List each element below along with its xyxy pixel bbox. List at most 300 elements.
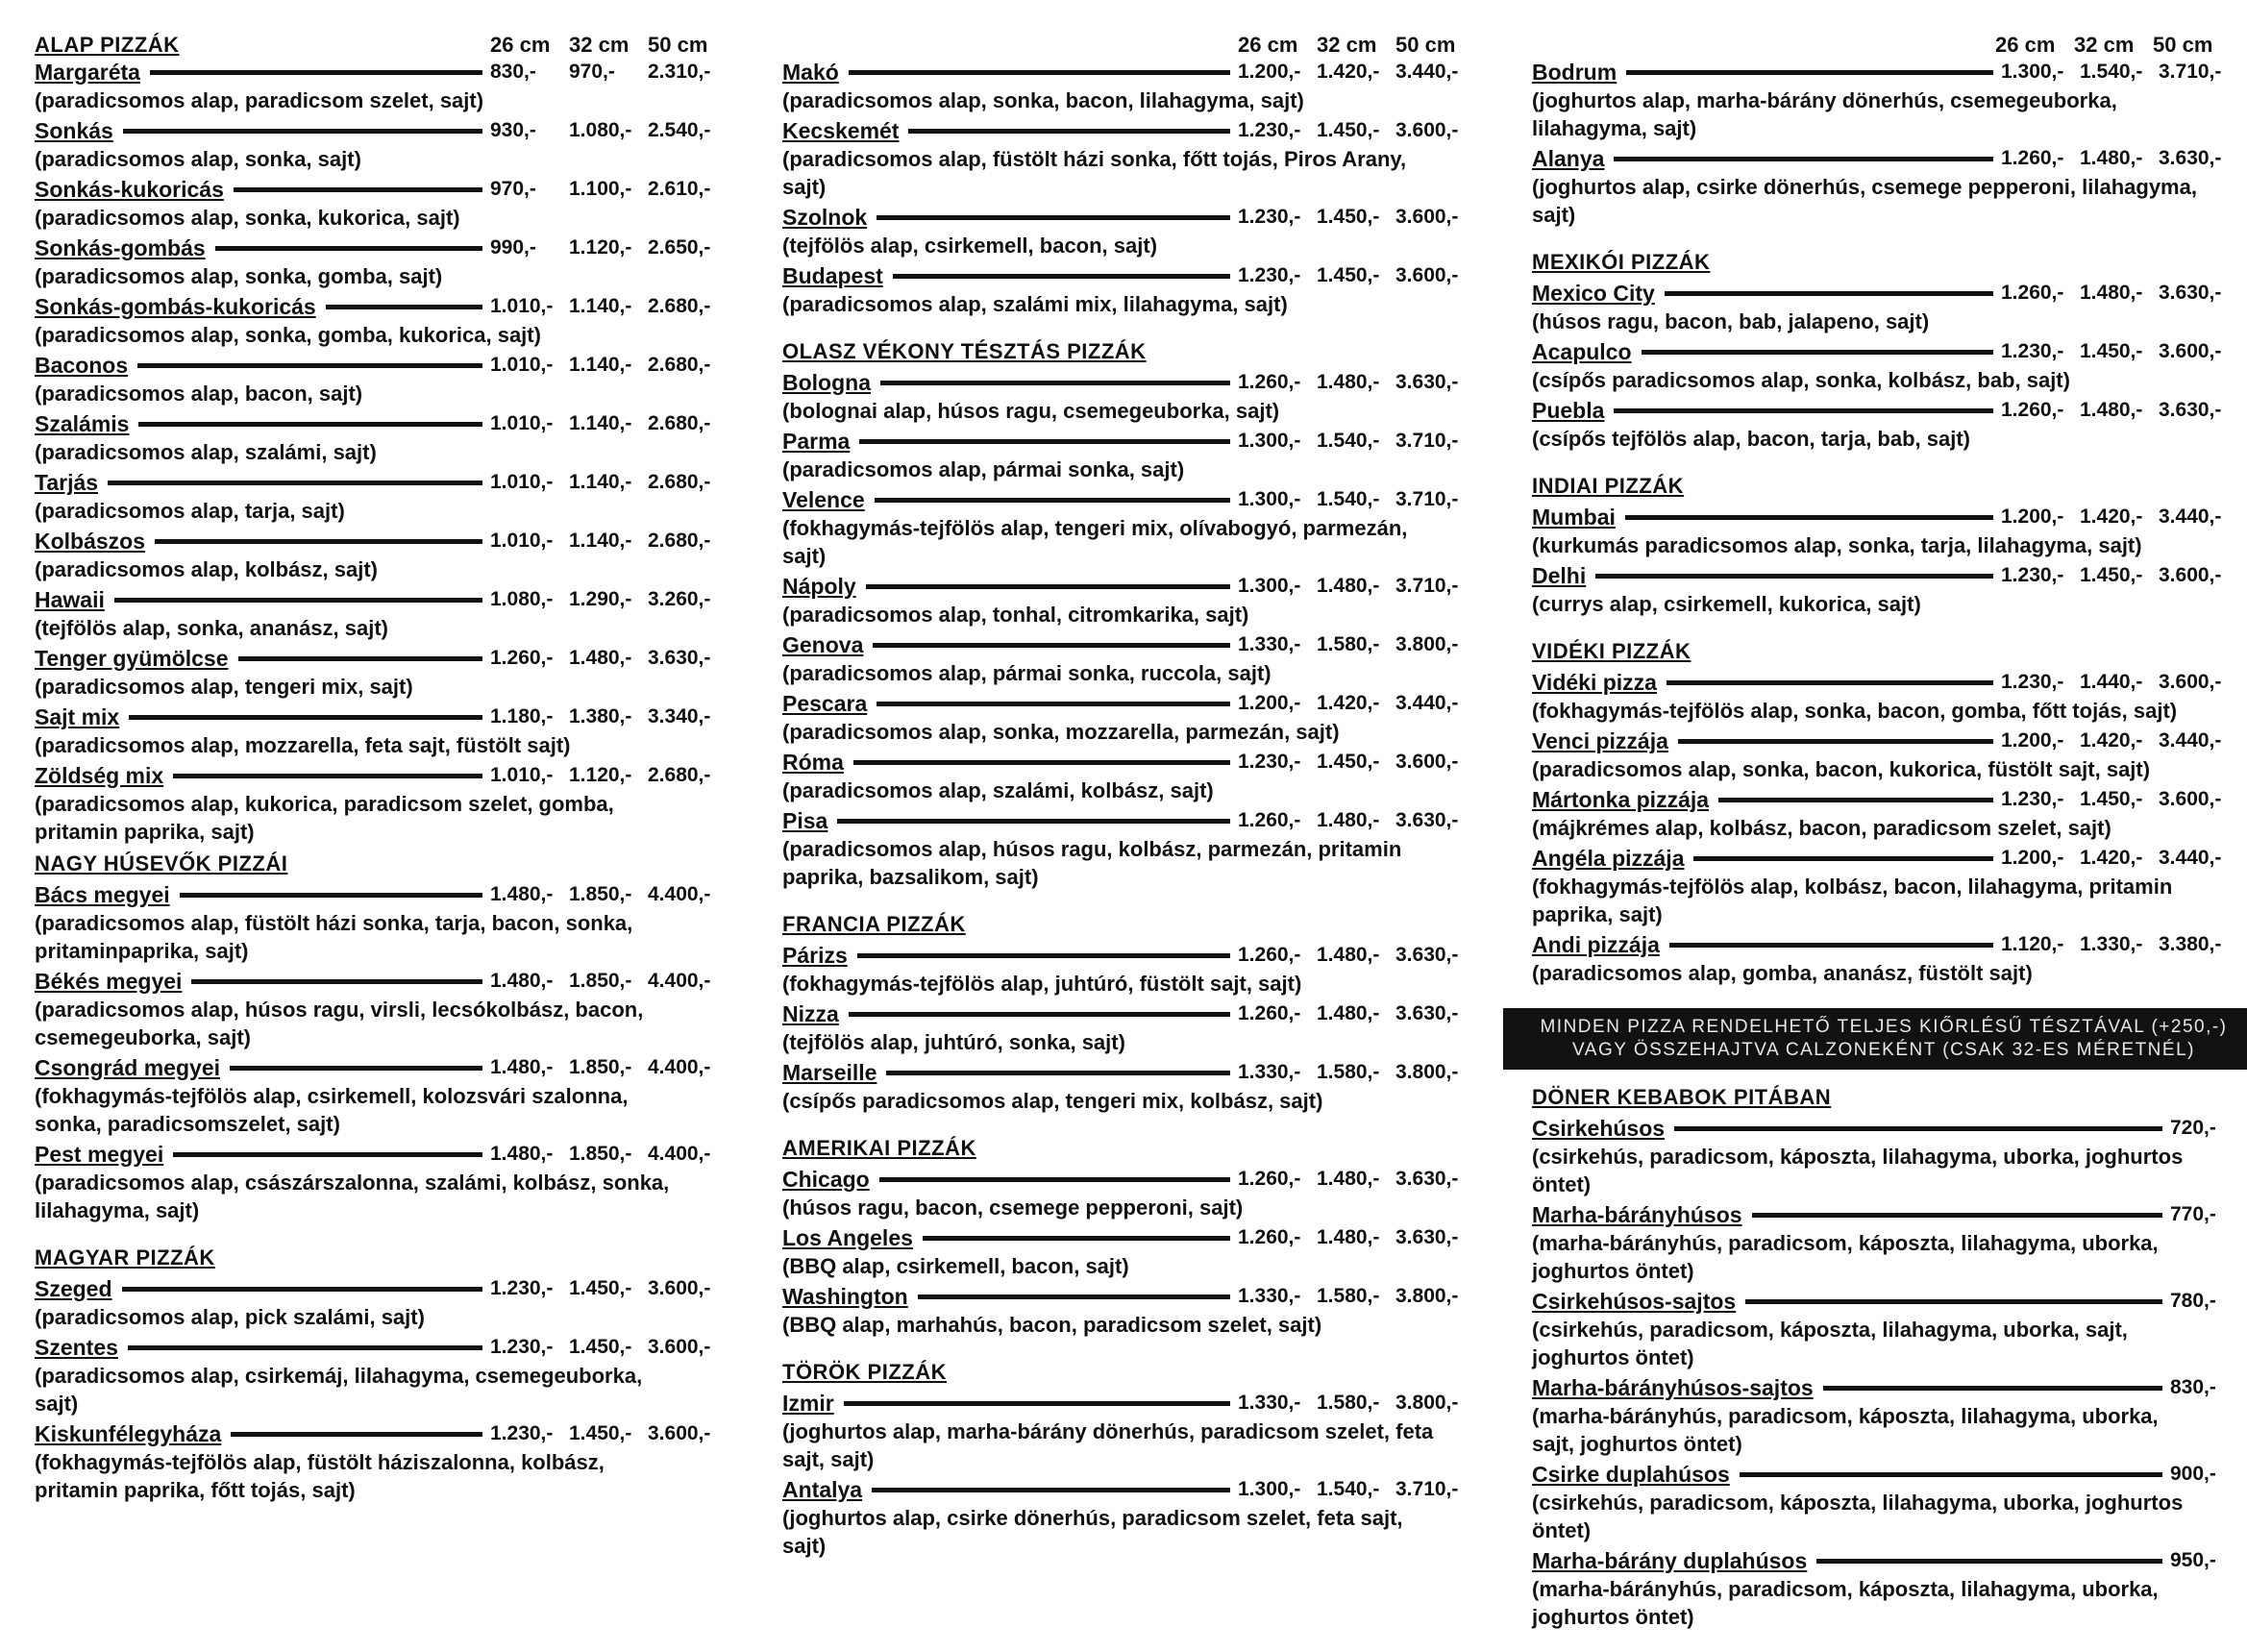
item-description: (fokhagymás-tejfölös alap, tengeri mix, olívabogyó, parmezán, sajt) [782,516,1408,568]
menu-item [35,175,727,232]
price-50: 2.540,- [648,119,711,141]
menu-item [1532,844,2237,928]
price-50: 2.680,- [648,412,711,434]
price-26: 1.260,- [2001,147,2064,169]
menu-item [1532,785,2237,842]
price-26: 1.230,- [1238,751,1301,773]
price-32: 1.450,- [2080,788,2143,810]
dotted-leader [155,539,482,544]
item-name: Acapulco [1532,338,1632,364]
price-26: 1.260,- [490,647,554,669]
item-description: (tejfölös alap, juhtúró, sonka, sajt) [782,1030,1125,1054]
item-description: (paradicsomos alap, tonhal, citromkarika, sajt) [782,603,1249,627]
price-26: 1.260,- [2001,282,2064,304]
item-name: Bologna [782,369,871,395]
dotted-leader [230,1066,482,1071]
item-description: (húsos ragu, bacon, csemege pepperoni, sajt) [782,1196,1244,1220]
item-prices [490,295,727,318]
price-50: 3.600,- [2159,340,2222,362]
section-amerikai [782,1136,1474,1339]
menu-item-row [782,1475,1474,1504]
item-description: (paradicsomos alap, tarja, sajt) [35,499,345,523]
dotted-leader [918,1294,1230,1299]
item-description: (fokhagymás-tejfölös alap, juhtúró, füstölt sajt, sajt) [782,972,1302,996]
dotted-leader [866,584,1230,589]
menu-item-row [782,1223,1474,1252]
section-magyar-pizzak [35,1245,727,1504]
section-title: DÖNER KEBABOK PITÁBAN [1532,1085,1832,1109]
price-32: 1.450,- [2080,340,2143,362]
price-50: 3.800,- [1395,633,1459,655]
menu-item [35,1140,727,1224]
menu-item-row [782,368,1474,397]
dotted-leader [1642,350,1993,355]
menu-item-row [1532,279,2237,308]
item-name: Nizza [782,1000,839,1026]
menu-item-row [35,292,727,321]
dotted-leader [180,893,482,898]
menu-item-row [35,58,727,86]
section-torok-continued [1532,58,2237,229]
dotted-leader [873,643,1230,648]
item-description: (kurkumás paradicsomos alap, sonka, tarja, lilahagyma, sajt) [1532,533,2142,557]
price-50: 3.600,- [1395,751,1459,773]
size-26: 26 cm [1995,33,2056,57]
price-32: 1.480,- [2080,282,2143,304]
item-name: Angéla pizzája [1532,845,1685,871]
menu-item [782,1475,1474,1560]
menu-item-row [782,1282,1474,1311]
menu-item-row [1532,785,2237,814]
price-50: 3.260,- [648,588,711,610]
price-26: 1.480,- [490,970,554,992]
menu-item-row [1532,930,2237,959]
item-price: 830,- [2170,1376,2216,1398]
dotted-leader [326,305,482,309]
menu-item [1532,668,2237,725]
menu-item [782,572,1474,629]
price-26: 990,- [490,236,536,259]
dotted-leader [1665,291,1993,296]
dotted-leader [1669,943,1993,948]
item-description: (paradicsomos alap, pármai sonka, sajt) [782,457,1185,481]
item-name: Csirkehúsos [1532,1115,1666,1141]
item-prices [1238,119,1474,142]
price-32: 1.120,- [569,236,632,259]
menu-item [35,1333,727,1418]
item-prices [2001,671,2237,694]
item-prices [2001,340,2237,363]
menu-item-row [35,175,727,204]
item-name: Szalámis [35,410,130,436]
price-32: 1.540,- [2080,61,2143,83]
price-50: 4.400,- [648,883,711,905]
item-name: Sonkás-gombás [35,234,206,260]
menu-item-row [35,1419,727,1448]
price-26: 1.260,- [1238,371,1301,393]
menu-item [782,748,1474,804]
item-description: (BBQ alap, csirkemell, bacon, sajt) [782,1254,1129,1278]
section-title: TÖRÖK PIZZÁK [782,1360,947,1384]
menu-item [35,1274,727,1331]
item-prices [490,236,727,259]
item-description: (húsos ragu, bacon, bab, jalapeno, sajt) [1532,309,1930,333]
dotted-leader [129,715,482,720]
item-name: Vidéki pizza [1532,669,1657,695]
price-50: 3.800,- [1395,1285,1459,1307]
price-32: 1.850,- [569,970,632,992]
dotted-leader [122,1287,482,1292]
menu-item [35,967,727,1051]
menu-item-row [782,261,1474,290]
item-name: Sonkás [35,117,113,143]
item-name: Tarjás [35,469,99,495]
item-name: Andi pizzája [1532,931,1660,957]
price-50: 3.600,- [2159,671,2222,693]
menu-item-row [35,527,727,555]
item-prices [2001,564,2237,587]
dotted-leader [1625,515,1993,520]
menu-item-row [35,1140,727,1169]
price-50: 3.600,- [2159,788,2222,810]
item-description: (BBQ alap, marhahús, bacon, paradicsom szelet, sajt) [782,1313,1322,1337]
item-name: Makó [782,59,839,85]
item-name: Békés megyei [35,968,183,994]
price-26: 1.300,- [1238,488,1301,510]
item-name: Pest megyei [35,1141,164,1167]
menu-item [782,203,1474,259]
menu-item-row [1532,58,2237,86]
dotted-leader [1614,157,1993,161]
menu-item [782,427,1474,483]
price-50: 2.680,- [648,764,711,786]
price-50: 2.680,- [648,354,711,376]
dotted-leader [1667,680,1993,685]
dotted-leader [879,1177,1230,1182]
price-26: 1.200,- [1238,692,1301,714]
item-name: Los Angeles [782,1224,913,1250]
menu-item-row [1532,844,2237,873]
menu-item-row [35,234,727,262]
item-description: (paradicsomos alap, sonka, gomba, sajt) [35,264,443,288]
item-name: Puebla [1532,397,1605,423]
price-26: 1.260,- [1238,1226,1301,1248]
notice-line-2: VAGY ÖSSZEHAJTVA CALZONEKÉNT (CSAK 32-ES MÉRETNÉL) [1572,1040,2195,1060]
section-title: MAGYAR PIZZÁK [35,1245,215,1270]
item-prices [490,1422,727,1445]
item-prices [2001,282,2237,305]
menu-item [782,1223,1474,1280]
item-name: Marha-bárányhúsos [1532,1201,1742,1227]
price-50: 2.650,- [648,236,711,259]
price-26: 1.480,- [490,883,554,905]
menu-item-row [782,58,1474,86]
item-prices [1238,1285,1474,1308]
item-description: (paradicsomos alap, pármai sonka, ruccola, sajt) [782,661,1272,685]
item-description: (májkrémes alap, kolbász, bacon, paradicsom szelet, sajt) [1532,816,2111,840]
menu-item [1532,561,2237,618]
item-description: (paradicsomos alap, császárszalonna, szalámi, kolbász, sonka, lilahagyma, sajt) [35,1171,670,1222]
price-50: 3.630,- [648,647,711,669]
price-32: 1.420,- [2080,505,2143,528]
menu-item-row [782,427,1474,456]
menu-item-row [782,999,1474,1028]
price-32: 1.450,- [2080,564,2143,586]
dotted-leader [173,774,482,778]
menu-item-row [1532,1373,2237,1402]
menu-item [35,468,727,525]
item-description: (tejfölös alap, csirkemell, bacon, sajt) [782,234,1158,258]
price-32: 1.580,- [1317,1285,1380,1307]
price-50: 3.630,- [1395,944,1459,966]
item-prices [1238,1226,1474,1249]
item-description: (paradicsomos alap, gomba, ananász, füstölt sajt) [1532,961,2033,985]
item-name: Genova [782,631,864,657]
price-50: 2.680,- [648,295,711,317]
menu-column-3 [1532,29,2237,1652]
dotted-leader [1614,408,1993,413]
price-32: 1.420,- [2080,729,2143,752]
item-description: (paradicsomos alap, kukorica, paradicsom szelet, gomba, pritamin paprika, sajt) [35,792,614,844]
menu-item-row [1532,1546,2237,1575]
price-32: 1.580,- [1317,1061,1380,1083]
item-prices [490,354,727,377]
item-description: (paradicsomos alap, sonka, mozzarella, parmezán, sajt) [782,720,1340,744]
section-doner [1532,1085,2237,1631]
item-description: (csirkehús, paradicsom, káposzta, lilahagyma, uborka, sajt, joghurtos öntet) [1532,1318,2128,1369]
item-description: (tejfölös alap, sonka, ananász, sajt) [35,616,388,640]
menu-item [35,585,727,642]
item-prices [1238,944,1474,967]
item-name: Venci pizzája [1532,727,1668,753]
price-32: 1.480,- [2080,147,2143,169]
item-prices [1238,1478,1474,1501]
price-32: 1.450,- [1317,264,1380,286]
menu-item-row [782,689,1474,718]
dotted-leader [137,363,482,368]
menu-item-row [782,116,1474,145]
section-mexikoi [1532,250,2237,453]
item-name: Bács megyei [35,881,170,907]
item-description: (csípős tejfölös alap, bacon, tarja, bab, sajt) [1532,427,1970,451]
item-name: Mexico City [1532,280,1655,306]
item-prices [1238,575,1474,598]
item-description: (fokhagymás-tejfölös alap, kolbász, bacon, lilahagyma, pritamin paprika, sajt) [1532,875,2173,926]
item-name: Budapest [782,262,883,288]
price-26: 1.260,- [2001,399,2064,421]
price-26: 1.230,- [490,1277,554,1299]
item-name: Csirke duplahúsos [1532,1461,1730,1487]
menu-item [782,368,1474,425]
price-50: 3.800,- [1395,1392,1459,1414]
menu-item [35,409,727,466]
price-32: 1.450,- [569,1422,632,1444]
item-name: Kolbászos [35,528,146,554]
price-32: 1.540,- [1317,488,1380,510]
dotted-leader [1595,574,1993,579]
menu-item-row [1532,1200,2237,1229]
price-26: 1.230,- [490,1336,554,1358]
menu-item [35,761,727,846]
menu-item-row [35,644,727,673]
item-description: (paradicsomos alap, sonka, sajt) [35,147,361,171]
item-description: (joghurtos alap, csirke dönerhús, paradicsom szelet, feta sajt, sajt) [782,1506,1403,1558]
price-50: 4.400,- [648,1056,711,1078]
price-26: 1.010,- [490,412,554,434]
item-prices [1238,1002,1474,1025]
dotted-leader [1693,856,1993,861]
menu-item-row [782,941,1474,970]
menu-item-row [1532,144,2237,173]
item-name: Pescara [782,690,868,716]
price-50: 2.310,- [648,61,711,83]
item-description: (paradicsomos alap, tengeri mix, sajt) [35,675,413,699]
price-26: 1.010,- [490,471,554,493]
dotted-leader [859,439,1230,444]
dotted-leader [923,1236,1230,1241]
item-name: Izmir [782,1390,834,1416]
menu-item [782,1058,1474,1115]
dotted-leader [1745,1299,2162,1304]
menu-item [1532,337,2237,394]
price-32: 1.120,- [569,764,632,786]
item-prices [1238,61,1474,84]
section-indiai [1532,474,2237,618]
price-26: 1.300,- [1238,430,1301,452]
menu-item [1532,396,2237,453]
menu-item [35,1053,727,1138]
item-name: Hawaii [35,586,105,612]
dotted-leader [857,953,1230,958]
price-50: 3.630,- [1395,371,1459,393]
item-prices [490,530,727,553]
menu-item-row [1532,668,2237,697]
dotted-leader [853,760,1230,765]
dotted-leader [877,702,1230,706]
item-prices [1238,488,1474,511]
price-32: 1.420,- [2080,847,2143,869]
menu-item [1532,503,2237,559]
item-prices [1238,1061,1474,1084]
price-32: 1.450,- [1317,119,1380,141]
item-description: (joghurtos alap, csirke dönerhús, csemege pepperoni, lilahagyma, sajt) [1532,175,2197,227]
price-50: 3.710,- [1395,430,1459,452]
item-name: Szolnok [782,204,868,230]
item-description: (paradicsomos alap, mozzarella, feta sajt, füstölt sajt) [35,733,571,757]
price-50: 2.610,- [648,178,711,200]
menu-item-row [35,351,727,380]
price-32: 1.480,- [1317,1168,1380,1190]
price-32: 1.850,- [569,1056,632,1078]
item-prices [490,178,727,201]
price-32: 1.850,- [569,883,632,905]
menu-item-row [35,116,727,145]
notice-line-1: MINDEN PIZZA RENDELHETŐ TELJES KIŐRLÉSŰ TÉSZTÁVAL (+250,-) [1540,1017,2228,1037]
price-26: 1.480,- [490,1143,554,1165]
item-description: (bolognai alap, húsos ragu, csemegeuborka, sajt) [782,399,1280,423]
size-32: 32 cm [569,33,630,57]
price-50: 3.710,- [1395,1478,1459,1500]
item-name: Alanya [1532,145,1605,171]
item-prices [1238,430,1474,453]
dotted-leader [150,70,482,75]
price-50: 3.600,- [648,1422,711,1444]
item-description: (joghurtos alap, marha-bárány dönerhús, csemegeuborka, lilahagyma, sajt) [1532,88,2117,140]
item-description: (paradicsomos alap, bacon, sajt) [35,382,363,406]
menu-item [1532,1287,2237,1371]
price-26: 1.260,- [1238,944,1301,966]
section-alap-pizzak [35,58,727,846]
price-50: 3.630,- [2159,282,2222,304]
item-name: Baconos [35,352,129,378]
item-prices [490,412,727,435]
item-prices [490,1336,727,1359]
size-50: 50 cm [1395,33,1456,57]
menu-item-row [782,630,1474,659]
section-title: VIDÉKI PIZZÁK [1532,639,1691,663]
menu-item [782,1282,1474,1339]
price-50: 3.710,- [1395,488,1459,510]
menu-item [35,234,727,290]
menu-item-row [1532,1287,2237,1316]
price-26: 1.230,- [1238,264,1301,286]
price-50: 3.630,- [2159,147,2222,169]
menu-item [1532,1114,2237,1198]
price-26: 1.480,- [490,1056,554,1078]
item-name: Parma [782,428,851,454]
dotted-leader [215,246,482,251]
section-nagy-husevok [35,851,727,1224]
price-26: 1.230,- [2001,788,2064,810]
item-prices [2001,147,2237,170]
dotted-leader [128,1345,482,1350]
price-50: 3.630,- [1395,1002,1459,1024]
price-50: 3.440,- [1395,61,1459,83]
item-name: Marha-bárány duplahúsos [1532,1547,1808,1573]
price-32: 1.480,- [1317,944,1380,966]
price-50: 3.710,- [2159,61,2222,83]
price-32: 1.480,- [569,647,632,669]
item-prices [490,1143,727,1166]
menu-item [782,941,1474,998]
item-name: Sonkás-gombás-kukoricás [35,293,316,319]
item-name: Pisa [782,807,828,833]
price-26: 1.200,- [2001,505,2064,528]
price-26: 1.010,- [490,764,554,786]
item-name: Margaréta [35,59,140,85]
menu-item [1532,58,2237,142]
price-50: 3.630,- [1395,1168,1459,1190]
menu-item [35,292,727,349]
item-prices [490,119,727,142]
item-prices [1238,692,1474,715]
section-title: AMERIKAI PIZZÁK [782,1136,976,1160]
item-name: Róma [782,749,844,775]
item-name: Mumbai [1532,504,1616,530]
item-description: (fokhagymás-tejfölös alap, csirkemell, kolozsvári szalonna, sonka, paradicsomszelet, sajt) [35,1084,629,1136]
item-description: (paradicsomos alap, füstölt házi sonka, tarja, bacon, sonka, pritaminpaprika, sajt) [35,911,633,963]
price-32: 1.140,- [569,471,632,493]
item-description: (paradicsomos alap, pick szalámi, sajt) [35,1305,425,1329]
menu-column-2 [782,29,1474,1581]
item-prices [490,1277,727,1300]
menu-item [1532,1546,2237,1631]
price-32: 1.450,- [569,1336,632,1358]
item-prices [1238,751,1474,774]
size-32: 32 cm [1317,33,1377,57]
menu-item-row [782,485,1474,514]
column-header [35,29,727,58]
